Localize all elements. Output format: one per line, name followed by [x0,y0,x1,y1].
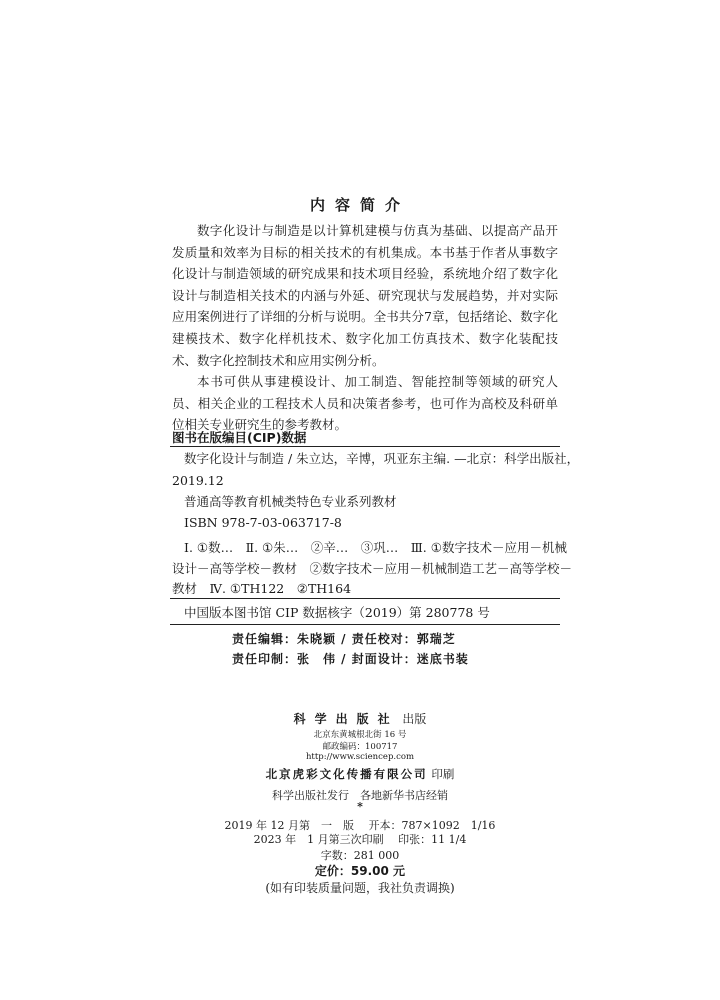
summary-body [172,220,558,436]
divider [170,624,560,625]
publisher-line [0,710,720,727]
price: 定价：59.00 元 [314,864,406,878]
publisher-suffix: 出版 [402,712,427,726]
publisher-name: 科学出版社 [293,712,399,726]
cip-classification-line: 教材 Ⅳ. ①TH122 ②TH164 [172,581,352,596]
distribution-line: 科学出版社发行 各地新华书店经销 [272,789,448,802]
printing-line: 2023 年 1 月第三次印刷 印张：11 1/4 [253,833,467,846]
edition-line: 2019 年 12 月第 一 版 开本：787×1092 1/16 [224,819,496,832]
production-line: 责任印制：张 伟 / 封面设计：迷底书装 [232,652,469,666]
printer-suffix: 印刷 [431,767,455,781]
separator-star: * [357,800,363,813]
divider [170,446,560,447]
printer-line [0,766,720,782]
summary-paragraph: 本书可供从事建模设计、加工制造、智能控制等领域的研究人员、相关企业的工程技术人员和决策者参考，也可作为高校及科研单位相关专业研究生的参考教材。 [172,374,558,433]
cip-classification-line: Ⅰ. ①数… Ⅱ. ①朱… ②辛… ③巩… Ⅲ. ①数字技术－应用－机械 [184,540,567,555]
cip-isbn-line: ISBN 978-7-03-063717-8 [184,515,342,530]
summary-title: 内容简介 [309,196,410,214]
quality-note: (如有印装质量问题，我社负责调换) [265,881,455,895]
printer-name: 北京虎彩文化传播有限公司 [265,767,428,781]
cip-classification-line: 设计－高等学校－教材 ②数字技术－应用－机械制造工艺－高等学校－ [172,561,573,576]
editors-line: 责任编辑：朱晓颖 / 责任校对：郭瑞芝 [232,632,456,646]
publisher-postcode: 邮政编码：100717 [322,742,398,752]
cip-series-line: 普通高等教育机械类特色专业系列教材 [184,494,397,509]
cip-title-line: 数字化设计与制造 / 朱立达，辛博，巩亚东主编. —北京：科学出版社， [184,451,580,466]
divider [170,598,560,599]
cip-heading: 图书在版编目(CIP)数据 [172,430,307,445]
word-count: 字数：281 000 [320,849,400,862]
cip-date-line: 2019.12 [172,473,224,488]
publisher-url: http://www.sciencep.com [305,752,415,762]
cip-record-number: 中国版本图书馆 CIP 数据核字（2019）第 280778 号 [184,605,490,620]
publisher-address: 北京东黄城根北街 16 号 [313,730,407,740]
summary-paragraph: 数字化设计与制造是以计算机建模与仿真为基础、以提高产品开发质量和效率为目标的相关技术的有机集成。本书基于作者从事数字化设计与制造领域的研究成果和技术项目经验，系统地介绍了数字化设计与制造相关技术的内涵与外延、研究现状与发展趋势，并对实际应用案例进行了详细的分析与说明。全书共分7章，包括绪论、数字化建模技术、数字化样机技术、数字化加工仿真技术、数字化装配技术、数字化控制技术和应用实例分析。 [172,223,558,368]
